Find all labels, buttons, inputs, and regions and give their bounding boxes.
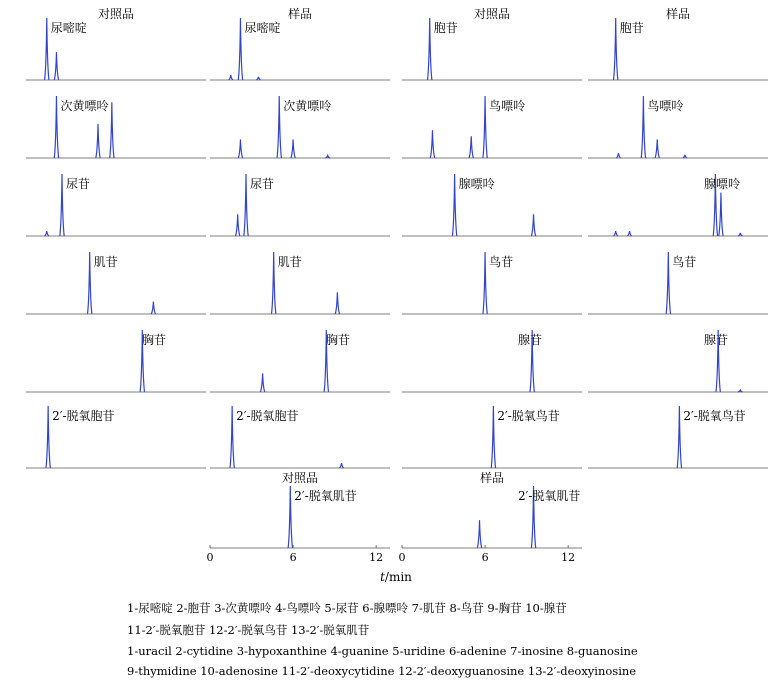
compound-label: 胸苷 [142,333,167,347]
chromatogram-peak [238,139,242,158]
chromatogram-peak [46,406,50,468]
compound-label: 鸟嘌呤 [647,99,684,113]
chromatogram-peak [87,252,91,314]
compound-label: 腺嘌呤 [704,177,741,191]
chromatogram-peak [666,252,670,314]
x-tick-label: 6 [481,551,489,564]
panel-header: 对照品 [281,471,319,485]
chromatogram-peak [339,463,343,468]
compound-label: 尿嘧啶 [50,21,87,35]
column-header: 样品 [665,7,691,21]
chromatogram-peak [45,18,49,80]
chromatogram-peak [335,292,339,314]
compound-label: 2′-脱氧胞苷 [236,409,299,423]
chromatogram-peak [235,214,239,236]
chromatogram-peak [483,96,487,158]
chromatogram-peak [677,406,681,468]
chromatogram-peak [60,174,64,236]
compound-label: 肌苷 [277,255,302,269]
chromatogram-peak [627,231,631,236]
compound-label: 胸苷 [326,333,351,347]
compound-label: 腺苷 [518,333,543,347]
compound-label: 腺嘌呤 [458,177,495,191]
chromatogram-peak [430,130,434,158]
chromatogram-peak [427,18,431,80]
chromatogram-peak [229,75,233,80]
chromatogram-peak [277,96,281,158]
chromatogram-peak [230,406,234,468]
x-tick-label: 12 [369,551,384,564]
compound-label: 2′-脱氧肌苷 [518,489,581,503]
compound-label: 尿苷 [250,177,275,191]
legend-line-zh-1: 1-尿嘧啶 2-胞苷 3-次黄嘌呤 4-鸟嘌呤 5-尿苷 6-腺嘌呤 7-肌苷 8-鸟苷 9-胸苷 10-腺苷 [127,601,567,615]
x-tick-label: 0 [398,551,406,564]
chromatogram-peak [483,252,487,314]
chromatogram-peak [238,18,242,80]
chromatogram-peak [291,139,295,158]
column-header: 对照品 [97,7,135,21]
chromatogram-peak [491,406,495,468]
compound-label: 胞苷 [619,21,644,35]
compound-label: 鸟苷 [489,255,514,269]
chromatogram-peak [452,174,456,236]
chromatogram-peak [719,193,723,236]
compound-label: 2′-脱氧肌苷 [294,489,357,503]
compound-label: 腺苷 [704,333,729,347]
chromatogram-peak [738,233,742,236]
chromatogram-peak [641,96,645,158]
chromatogram-peak [45,231,49,236]
chromatogram-peak [531,214,535,236]
compound-label: 肌苷 [93,255,118,269]
column-header: 对照品 [473,7,511,21]
chromatogram-peak [683,155,687,158]
chromatogram-peak [244,174,248,236]
compound-label: 鸟嘌呤 [489,99,526,113]
legend-line-zh-2: 11-2′-脱氧胞苷 12-2′-脱氧鸟苷 13-2′-脱氧肌苷 [127,623,370,637]
panel-grid [26,6,768,564]
compound-label: 胞苷 [433,21,458,35]
compound-label: 次黄嘌呤 [60,99,109,113]
legend-line-en-2: 9-thymidine 10-adenosine 11-2′-deoxycytidine 12-2′-deoxyguanosine 13-2′-deoxyinosine [127,664,637,678]
chromatogram-peak [613,18,617,80]
compound-label: 2′-脱氧鸟苷 [497,409,560,423]
chromatogram-peak [477,520,481,548]
chromatogram-peak [54,96,58,158]
legend-line-en-1: 1-uracil 2-cytidine 3-hypoxanthine 4-guanine 5-uridine 6-adenine 7-inosine 8-guanosine [127,644,638,658]
x-tick-label: 6 [289,551,297,564]
compound-label: 鸟苷 [672,255,697,269]
x-tick-label: 12 [561,551,576,564]
chromatogram-peak [260,373,264,392]
column-header: 样品 [287,7,313,21]
chromatogram-peak [655,139,659,158]
compound-label: 次黄嘌呤 [283,99,332,113]
chromatogram-peak [54,52,58,80]
chromatogram-peak [271,252,275,314]
compound-label: 尿苷 [66,177,91,191]
x-axis-label: t/min [380,570,412,584]
compound-label: 2′-脱氧胞苷 [52,409,115,423]
chromatogram-peak [151,302,155,314]
chromatogram-peak [616,153,620,158]
chromatogram-peak [613,231,617,236]
chromatogram-peak [256,77,260,80]
panel-header: 样品 [479,471,505,485]
x-tick-label: 0 [206,551,214,564]
chromatogram-peak [110,102,114,158]
chromatogram-peak [469,136,473,158]
compound-label: 尿嘧啶 [244,21,281,35]
chromatogram-peak [96,124,100,158]
chromatogram-peak [288,486,292,548]
compound-label: 2′-脱氧鸟苷 [683,409,746,423]
